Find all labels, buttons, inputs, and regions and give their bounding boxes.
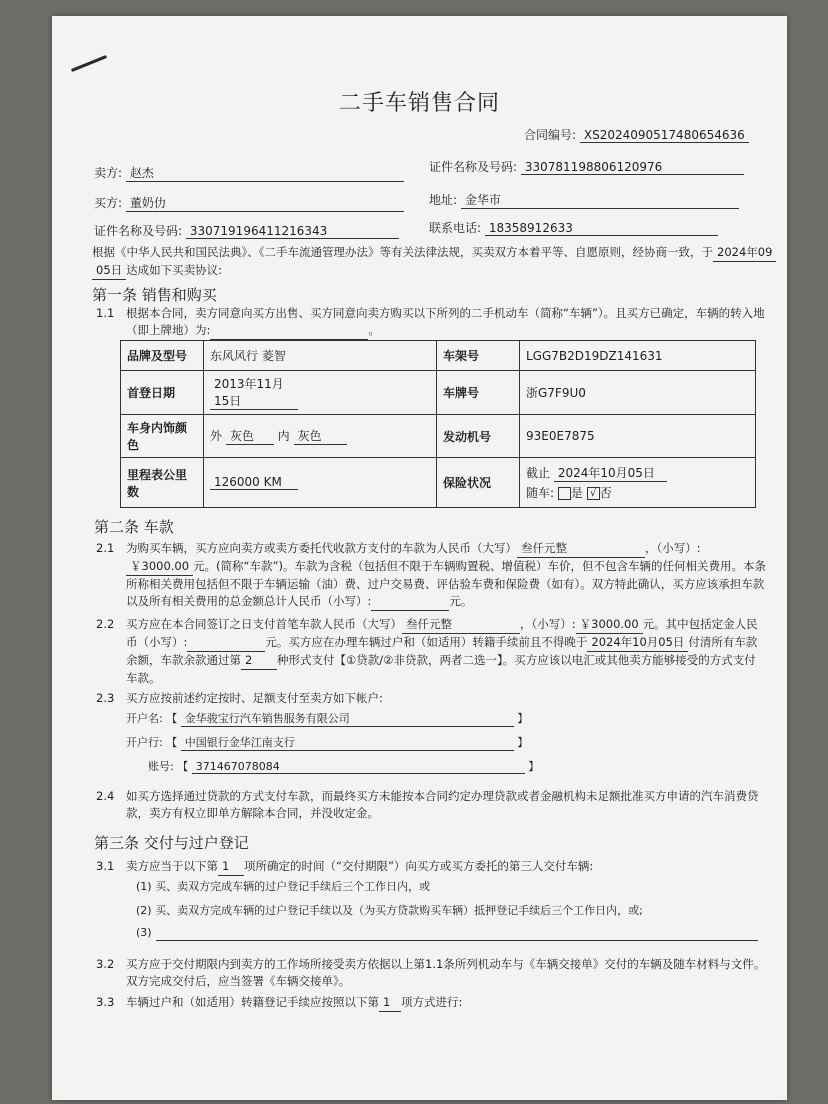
account-name-row <box>126 710 528 727</box>
reg-date-cell <box>204 371 437 415</box>
color-label: 车身内饰颜色 <box>121 415 204 458</box>
bracket-right: 】 <box>517 712 529 725</box>
option-1: (1) 买、卖双方完成车辆的过户登记手续后三个工作日内，或 <box>136 880 431 893</box>
option-3-blank <box>156 940 758 941</box>
brand-label: 品牌及型号 <box>121 341 204 371</box>
intro-paragraph <box>92 244 782 280</box>
transfer-option: 1 <box>379 994 401 1012</box>
plate-value: 浙G7F9U0 <box>520 371 756 415</box>
engine-value: 93E0E7875 <box>520 415 756 458</box>
clause-text: 元。 <box>449 594 473 608</box>
clause-text: ，（小写）: <box>645 541 701 555</box>
clause-end: 。 <box>368 323 380 337</box>
first-payment-upper: 叁仟元整 <box>402 616 520 634</box>
page-title: 二手车销售合同 <box>338 91 500 116</box>
clause-text: 车辆过户和（如适用）转籍登记手续应按照以下第 <box>126 995 379 1009</box>
price-lower: ￥3000.00 <box>126 558 193 576</box>
bracket-left: 【 <box>166 736 178 749</box>
phone-label: 联系电话: <box>429 221 482 235</box>
clause-2-4 <box>96 788 766 822</box>
clause-text: ，（小写）: <box>520 617 576 631</box>
clause-text: 元。其中包括定金人民币（小写）: <box>126 617 758 649</box>
plate-label: 车牌号 <box>437 371 520 415</box>
balance-deadline: 2024年10月05日 <box>587 634 688 652</box>
payment-way: 2 <box>241 652 277 670</box>
bracket-left: 【 <box>166 712 178 725</box>
clause-text: 买方应于交付期限内到卖方的工作场所接受卖方依据以上第1.1条所列机动车与《车辆交接单》交付的车辆及随车材料与文件。双方完成交付后，应当签署《车辆交接单》。 <box>126 957 766 988</box>
contract-number-row <box>524 126 749 143</box>
reg-date-value: 2013年11月15日 <box>210 375 298 410</box>
intro-date-a: 2024年09 <box>713 244 776 262</box>
yes-checkbox <box>558 487 571 500</box>
intro-text-2: 达成如下买卖协议: <box>126 263 223 277</box>
no-label: 否 <box>599 486 612 500</box>
section-3-heading: 第三条 交付与过户登记 <box>94 834 249 852</box>
mileage-cell <box>204 458 437 508</box>
clause-number: 2.2 <box>96 617 115 631</box>
clause-text: 如买方选择通过贷款的方式支付车款，而最终买方未能按本合同约定办理贷款或者金融机构未足额批准买方申请的汽车消费贷款，卖方有权立即单方解除本合同，并没收定金。 <box>126 789 759 820</box>
buyer-name: 董奶仂 <box>126 194 404 212</box>
seller-label: 卖方: <box>94 166 123 180</box>
deposit-blank <box>187 634 265 652</box>
bank-row <box>126 734 528 751</box>
clause-text: 卖方应当于以下第 <box>126 859 218 873</box>
ins-follow-label: 随车: <box>526 486 555 500</box>
int-color: 灰色 <box>294 427 347 445</box>
seller-id-row <box>429 158 744 175</box>
buyer-id-label: 证件名称及号码: <box>94 224 183 238</box>
intro-text: 根据《中华人民共和国民法典》、《二手车流通管理办法》等有关法律法规，买卖双方本着平等、自愿原则，经协商一致，于 <box>92 245 713 259</box>
section-1-heading: 第一条 销售和购买 <box>92 286 217 304</box>
option-3: (3) <box>136 926 152 939</box>
phone-row <box>429 219 718 236</box>
color-cell <box>204 415 437 458</box>
clause-text: 买方应按前述约定按时、足额支付至卖方如下帐户: <box>126 691 383 705</box>
account-number: 371467078084 <box>192 760 525 774</box>
mileage-label: 里程表公里数 <box>121 458 204 508</box>
clause-3-3 <box>96 994 766 1012</box>
vin-label: 车架号 <box>437 341 520 371</box>
table-row <box>121 371 756 415</box>
seller-name: 赵杰 <box>126 164 404 182</box>
account-number-label: 账号: <box>148 760 174 773</box>
contract-page <box>52 16 787 1100</box>
buyer-id: 330719196411216343 <box>186 224 399 239</box>
clause-text: 项所确定的时间（“交付期限”）向买方或买方委托的第三人交付车辆: <box>244 859 594 873</box>
address-row <box>429 191 739 209</box>
brand-value: 东风风行 菱智 <box>204 341 437 371</box>
clause-text: 为购买车辆，买方应向卖方或卖方委托代收款方支付的车款为人民币（大写） <box>126 541 517 555</box>
buyer-row <box>94 194 404 212</box>
insurance-cell <box>520 458 756 508</box>
clause-3-1 <box>96 858 766 876</box>
clause-2-2 <box>96 616 766 687</box>
clause-number: 1.1 <box>96 306 115 320</box>
vin-value: LGG7B2D19DZ141631 <box>520 341 756 371</box>
section-2-heading: 第二条 车款 <box>94 518 174 536</box>
delivery-option: 1 <box>218 858 244 876</box>
clause-text: 种形式支付【①贷款/②非贷款，两者二选一】。买方应该以电汇或其他卖方能够接受的方式支付车款。 <box>126 653 756 685</box>
clause-1-1 <box>96 305 766 340</box>
bracket-right: 】 <box>517 736 529 749</box>
bracket-right: 】 <box>528 760 540 773</box>
clause-text: 元。买方应在办理车辆过户和（如适用）转籍手续前且不得晚于 <box>265 635 588 649</box>
clause-number: 2.1 <box>96 541 115 555</box>
vehicle-table <box>120 340 756 508</box>
seller-row <box>94 164 404 182</box>
ins-until-prefix: 截止 <box>526 466 551 480</box>
clause-text: 项方式进行: <box>401 995 463 1009</box>
table-row <box>121 341 756 371</box>
clause-2-3 <box>96 690 766 707</box>
no-checkbox: √ <box>587 487 600 500</box>
clause-text: 元。(简称“车款”)。车款为含税（包括但不限于车辆购置税、增值税）车价，但不包含车辆的任何相关费用。本条所称相关费用包括但不限于车辆运输（油）费、过户交易费、评估验车费和保险费（如有）。双方特此确认，买方应该承担车款以及所有相关费用的总金额总计人民币（小写）: <box>126 559 766 608</box>
phone: 18358912633 <box>485 221 718 236</box>
int-prefix: 内 <box>277 429 290 443</box>
account-number-row <box>148 758 539 774</box>
engine-label: 发动机号 <box>437 415 520 458</box>
clause-text: 根据本合同，卖方同意向买方出售、买方同意向卖方购买以下所列的二手机动车（简称“车辆”）。且买方已确定，车辆的转入地（即上牌地）为: <box>126 306 765 337</box>
first-payment-lower: ￥3000.00 <box>576 616 643 634</box>
insurance-label: 保险状况 <box>437 458 520 508</box>
ext-prefix: 外 <box>210 429 223 443</box>
table-row <box>121 415 756 458</box>
clause-2-1 <box>96 540 766 611</box>
reg-date-label: 首登日期 <box>121 371 204 415</box>
clause-text: 付清所有车款余额，车款余款通过第 <box>126 635 758 667</box>
seller-id-label: 证件名称及号码: <box>429 160 518 174</box>
mileage-value: 126000 KM <box>210 475 298 490</box>
clause-number: 2.4 <box>96 789 115 803</box>
option-2: (2) 买、卖双方完成车辆的过户登记手续以及（为买方贷款购买车辆）抵押登记手续后三个工作日内，或; <box>136 904 643 917</box>
clause-number: 3.3 <box>96 995 115 1009</box>
account-name: 金华骏宝行汽车销售服务有限公司 <box>181 710 514 727</box>
clause-number: 2.3 <box>96 691 115 705</box>
ext-color: 灰色 <box>226 427 274 445</box>
total-blank <box>371 593 449 611</box>
buyer-id-row <box>94 222 399 239</box>
table-row <box>121 458 756 508</box>
address: 金华市 <box>461 191 739 209</box>
clause-text: 买方应在本合同签订之日支付首笔车款人民币（大写） <box>126 617 402 631</box>
pen-mark <box>71 55 107 72</box>
yes-label: 是 <box>570 486 583 500</box>
bracket-left: 【 <box>177 760 189 773</box>
bank-label: 开户行: <box>126 736 163 749</box>
seller-id: 330781198806120976 <box>521 160 744 175</box>
price-upper: 叁仟元整 <box>517 540 645 558</box>
contract-number-label: 合同编号: <box>524 128 577 142</box>
ins-until: 2024年10月05日 <box>554 464 667 482</box>
bank-name: 中国银行金华江南支行 <box>181 734 514 751</box>
destination-blank <box>210 322 368 340</box>
address-label: 地址: <box>429 193 458 207</box>
intro-date-b: 05日 <box>92 262 126 280</box>
clause-number: 3.1 <box>96 859 115 873</box>
clause-3-2 <box>96 956 766 990</box>
account-name-label: 开户名: <box>126 712 163 725</box>
clause-number: 3.2 <box>96 957 115 971</box>
contract-number: XS2024090517480654636 <box>580 128 749 143</box>
buyer-label: 买方: <box>94 196 123 210</box>
